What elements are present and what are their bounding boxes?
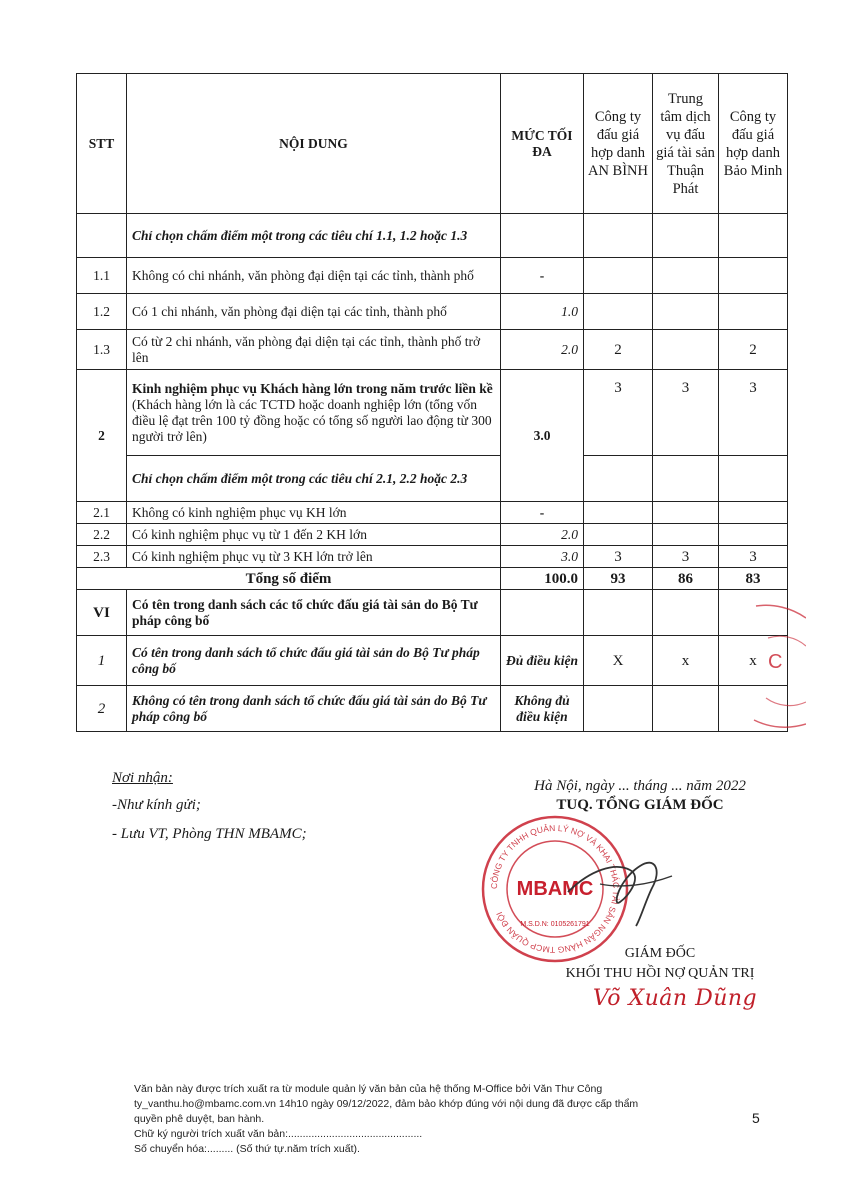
row-stt: 2.1 — [77, 502, 127, 524]
row-max: 3.0 — [501, 370, 584, 502]
header-org-thuan-phat: Trung tâm dịch vụ đấu giá tài sản Thuận Phát — [653, 74, 719, 214]
recipients-title: Nơi nhận: — [112, 770, 173, 786]
table-row — [77, 502, 788, 524]
total-thuan-phat: 86 — [653, 568, 719, 590]
recipient-line: -Như kính gửi; — [112, 797, 201, 813]
seal-ring-text: CÔNG TY TNHH QUẢN LÝ NỢ VÀ KHAI THÁC TÀI SẢN NGÂN HÀNG TMCP QUÂN ĐỘI — [488, 822, 622, 956]
footer-line: quyền phê duyệt, ban hành. — [134, 1113, 265, 1125]
row-mark-an-binh: X — [584, 636, 653, 686]
recipients-block — [112, 770, 307, 855]
table-row — [77, 258, 788, 294]
total-bao-minh: 83 — [719, 568, 788, 590]
signature-position-2: GIÁM ĐỐC — [624, 946, 696, 961]
table-row — [77, 370, 788, 456]
total-an-binh: 93 — [584, 568, 653, 590]
row-stt: VI — [77, 590, 127, 636]
handwritten-signature — [560, 840, 680, 930]
total-row — [77, 568, 788, 590]
row-content: Có từ 2 chi nhánh, văn phòng đại diện tại các tỉnh, thành phố trở lên — [127, 330, 501, 370]
header-muc-toi-da: MỨC TỐI ĐA — [501, 74, 584, 214]
row-max: - — [501, 502, 584, 524]
total-label: Tổng số điểm — [77, 568, 501, 590]
row-content: Không có kinh nghiệm phục vụ KH lớn — [127, 502, 501, 524]
row-stt: 1.1 — [77, 258, 127, 294]
scoring-table — [76, 73, 788, 732]
table-row — [77, 590, 788, 636]
row-score-an-binh: 2 — [584, 330, 653, 370]
row-mark-bao-minh: x — [719, 636, 788, 686]
extraction-footer — [134, 1082, 734, 1157]
row-content: Có 1 chi nhánh, văn phòng đại diện tại các tỉnh, thành phố — [127, 294, 501, 330]
row-note: Chỉ chọn chấm điểm một trong các tiêu chí 2.1, 2.2 hoặc 2.3 — [127, 456, 501, 502]
table-row — [77, 294, 788, 330]
seal-code: M.S.D.N: 0105261791 — [520, 921, 590, 928]
row-note: Chỉ chọn chấm điểm một trong các tiêu chí 1.1, 1.2 hoặc 1.3 — [127, 214, 501, 258]
recipient-line: - Lưu VT, Phòng THN MBAMC; — [112, 826, 307, 842]
row-score-thuan-phat: 3 — [653, 546, 719, 568]
table-row — [77, 456, 788, 502]
row-stt: 1.2 — [77, 294, 127, 330]
signer-name: Võ Xuân Dũng — [592, 986, 758, 1011]
table-row — [77, 636, 788, 686]
row-content: Có tên trong danh sách tổ chức đấu giá tài sản do Bộ Tư pháp công bố — [127, 636, 501, 686]
seal-brand: MBAMC — [516, 878, 594, 900]
row-stt: 2 — [77, 370, 127, 502]
page-number: 5 — [752, 1110, 760, 1126]
header-org-bao-minh: Công ty đấu giá hợp danh Bảo Minh — [719, 74, 788, 214]
row-content: Không có chi nhánh, văn phòng đại diện tại các tỉnh, thành phố — [127, 258, 501, 294]
row-stt: 1.3 — [77, 330, 127, 370]
row-score-bao-minh: 3 — [719, 370, 788, 456]
header-noi-dung: NỘI DUNG — [127, 74, 501, 214]
row-score-an-binh: 3 — [584, 370, 653, 456]
row-max: 2.0 — [501, 524, 584, 546]
row-content: Không có tên trong danh sách tổ chức đấu giá tài sản do Bộ Tư pháp công bố — [127, 686, 501, 732]
total-max: 100.0 — [501, 568, 584, 590]
row-score-thuan-phat — [653, 330, 719, 370]
row-content: Có kinh nghiệm phục vụ từ 1 đến 2 KH lớn — [127, 524, 501, 546]
footer-line: ty_vanthu.ho@mbamc.com.vn 14h10 ngày 09/12/2022, đảm bảo khớp đúng với nội dung đã được cấp thẩm — [134, 1098, 639, 1110]
row-max: Không đủ điều kiện — [501, 686, 584, 732]
row-stt: 2.2 — [77, 524, 127, 546]
row-content-bold: Kinh nghiệm phục vụ Khách hàng lớn trong năm trước liền kề — [132, 380, 493, 396]
svg-text:C: C — [768, 651, 783, 673]
row-stt: 2 — [77, 686, 127, 732]
table-row — [77, 546, 788, 568]
signature-position-3: KHỐI THU HỒI NỢ QUẢN TRỊ — [565, 966, 755, 981]
row-score-bao-minh: 2 — [719, 330, 788, 370]
table-row — [77, 524, 788, 546]
row-content-rest: (Khách hàng lớn là các TCTD hoặc doanh nghiệp lớn (tổng vốn điều lệ đạt trên 100 tỷ đồng hoặc có tổng số người lao động từ 300 người trở lên) — [132, 396, 492, 444]
row-max: Đủ điều kiện — [501, 636, 584, 686]
row-content — [127, 370, 501, 456]
header-row — [77, 74, 788, 214]
footer-line: Số chuyển hóa:......... (Số thứ tự.năm trích xuất). — [134, 1143, 360, 1155]
row-max: 3.0 — [501, 546, 584, 568]
row-score-an-binh: 3 — [584, 546, 653, 568]
row-content: Có tên trong danh sách các tổ chức đấu giá tài sản do Bộ Tư pháp công bố — [127, 590, 501, 636]
row-max: - — [501, 258, 584, 294]
row-score-thuan-phat: 3 — [653, 370, 719, 456]
table-row — [77, 214, 788, 258]
row-score-bao-minh: 3 — [719, 546, 788, 568]
partial-stamp-icon — [746, 598, 806, 728]
table-row — [77, 330, 788, 370]
row-stt: 1 — [77, 636, 127, 686]
signature-position: TUQ. TỔNG GIÁM ĐỐC — [556, 797, 724, 813]
row-mark-thuan-phat: x — [653, 636, 719, 686]
signature-date: Hà Nội, ngày ... tháng ... năm 2022 — [534, 778, 746, 794]
row-stt: 2.3 — [77, 546, 127, 568]
footer-line: Văn bản này được trích xuất ra từ module quản lý văn bản của hệ thống M-Office bởi Văn Thư Công — [134, 1083, 603, 1095]
header-org-an-binh: Công ty đấu giá hợp danh AN BÌNH — [584, 74, 653, 214]
row-max: 1.0 — [501, 294, 584, 330]
footer-line: Chữ ký người trích xuất văn bản:.............................................. — [134, 1128, 423, 1140]
header-stt: STT — [77, 74, 127, 214]
row-max: 2.0 — [501, 330, 584, 370]
row-content: Có kinh nghiệm phục vụ từ 3 KH lớn trở lên — [127, 546, 501, 568]
table-row — [77, 686, 788, 732]
